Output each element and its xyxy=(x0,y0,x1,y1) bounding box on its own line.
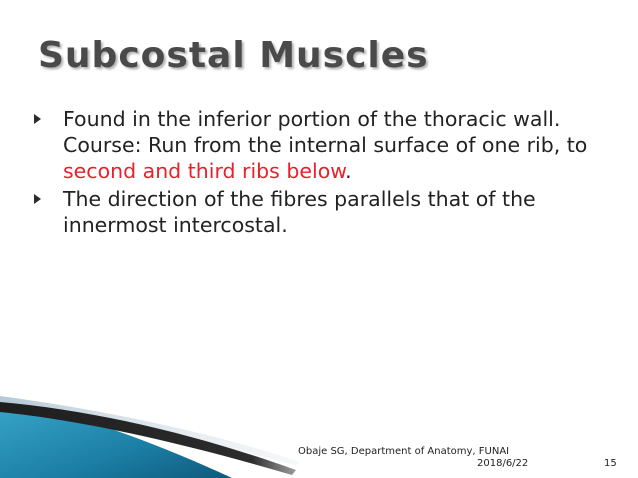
bullet-text: The direction of the fibres parallels that of the innermost intercostal. xyxy=(63,187,536,237)
bullet-list xyxy=(30,106,610,240)
bullet-highlight: second and third ribs below xyxy=(63,159,346,183)
page-number: 15 xyxy=(604,458,617,469)
bullet-item xyxy=(30,106,610,184)
triangle-bullet-icon xyxy=(34,114,41,124)
footer-author: Obaje SG, Department of Anatomy, FUNAI xyxy=(298,446,510,457)
slide-title: Subcostal Muscles xyxy=(38,35,429,76)
bullet-text: Found in the inferior portion of the thoracic wall. Course: Run from the internal surface of one rib, to xyxy=(63,107,588,157)
triangle-bullet-icon xyxy=(34,194,41,204)
bullet-text-end: . xyxy=(345,159,352,183)
footer-date: 2018/6/22 xyxy=(477,458,529,469)
bullet-item xyxy=(30,186,610,238)
